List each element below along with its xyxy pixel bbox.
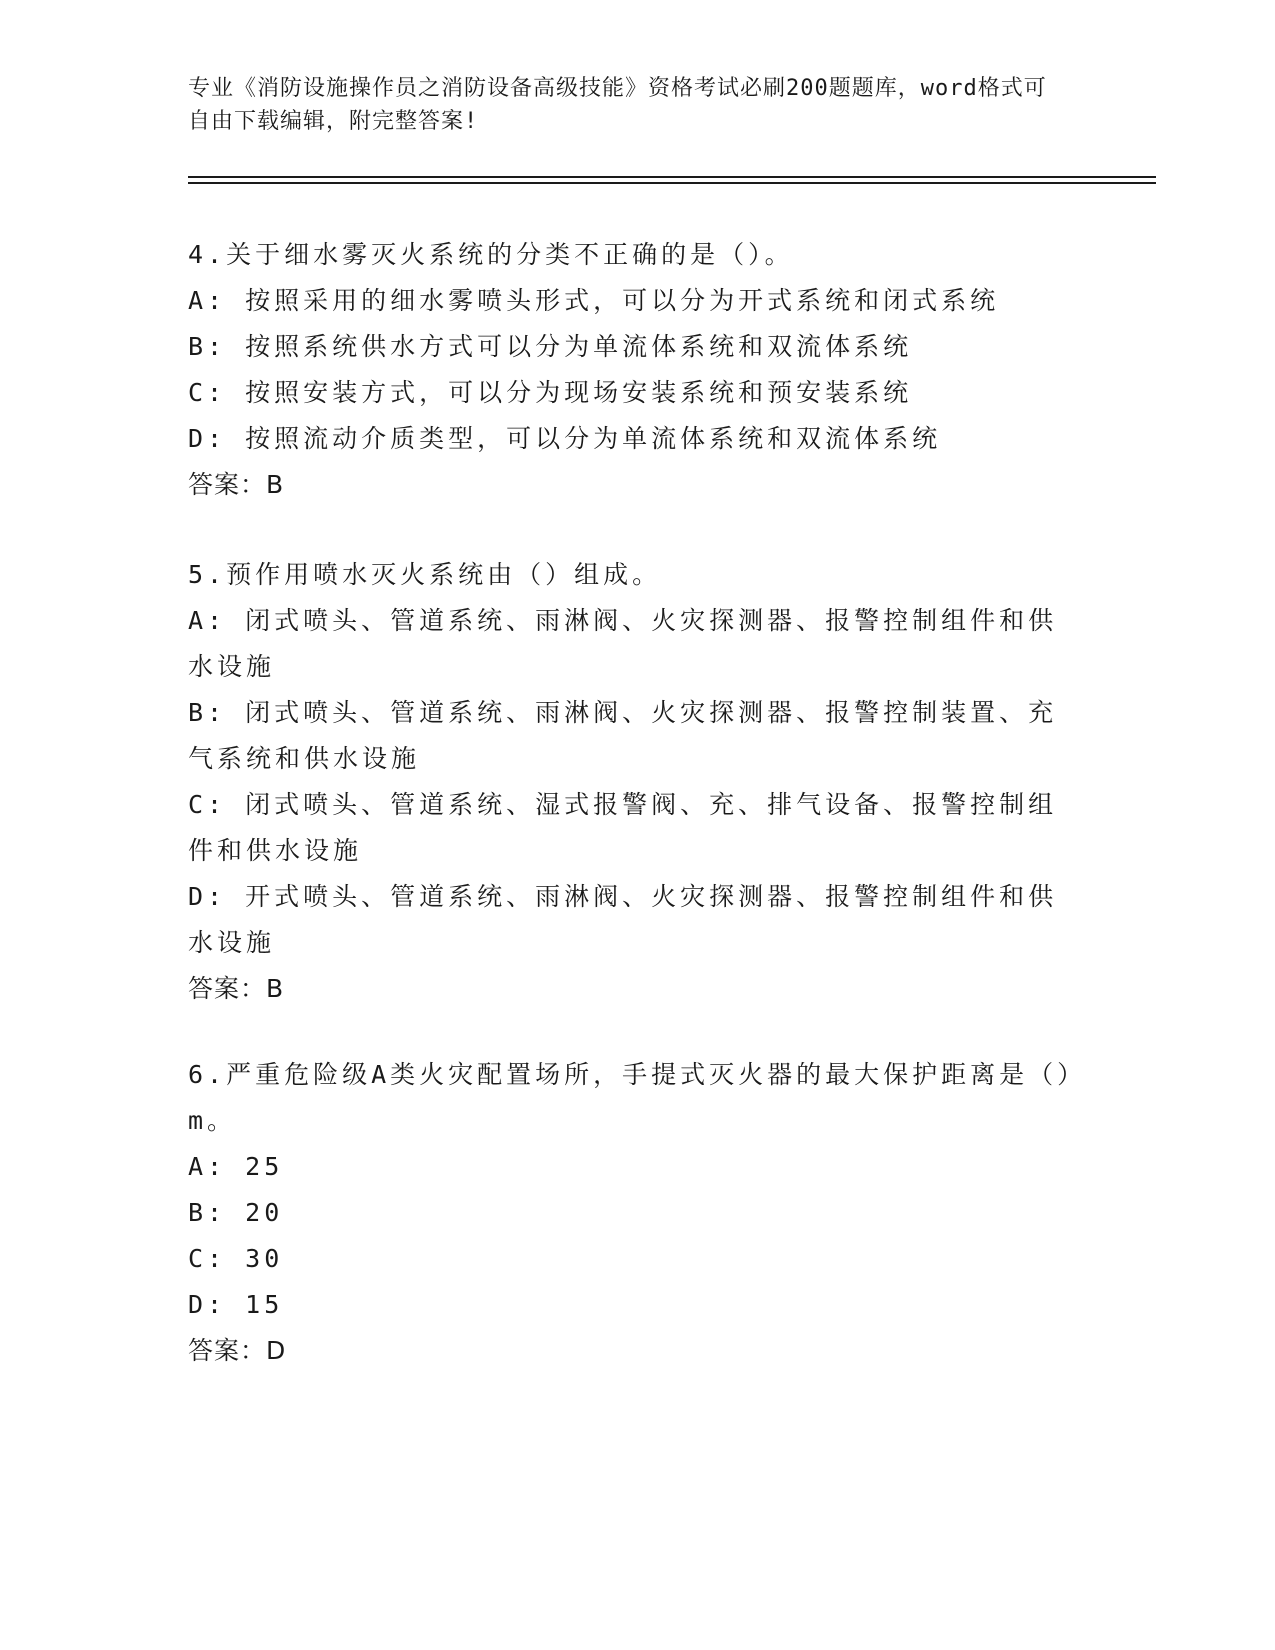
question-5 — [188, 552, 1078, 1012]
answer-line: 答案：B — [188, 974, 285, 1003]
header-divider-top — [188, 176, 1156, 178]
header-divider-bottom — [188, 182, 1156, 184]
question-stem: 6.严重危险级A类火灾配置场所，手提式灭火器的最大保护距离是（）m。 — [188, 1060, 1074, 1135]
question-6 — [188, 1052, 1078, 1374]
option-b: B: 按照系统供水方式可以分为单流体系统和双流体系统 — [188, 332, 913, 361]
option-a: A: 按照采用的细水雾喷头形式，可以分为开式系统和闭式系统 — [188, 286, 1000, 315]
option-c: C: 按照安装方式，可以分为现场安装系统和预安装系统 — [188, 378, 913, 407]
option-b: B: 闭式喷头、管道系统、雨淋阀、火灾探测器、报警控制装置、充气系统和供水设施 — [188, 698, 1058, 773]
option-a: A: 25 — [188, 1152, 284, 1181]
option-b: B: 20 — [188, 1198, 284, 1227]
option-a: A: 闭式喷头、管道系统、雨淋阀、火灾探测器、报警控制组件和供水设施 — [188, 606, 1058, 681]
question-4 — [188, 232, 1078, 508]
option-c: C: 30 — [188, 1244, 284, 1273]
option-d: D: 开式喷头、管道系统、雨淋阀、火灾探测器、报警控制组件和供水设施 — [188, 882, 1058, 957]
answer-line: 答案：B — [188, 470, 285, 499]
option-c: C: 闭式喷头、管道系统、湿式报警阀、充、排气设备、报警控制组件和供水设施 — [188, 790, 1058, 865]
option-d: D: 按照流动介质类型，可以分为单流体系统和双流体系统 — [188, 424, 942, 453]
question-stem: 4.关于细水雾灭火系统的分类不正确的是（）。 — [188, 240, 794, 269]
document-intro: 专业《消防设施操作员之消防设备高级技能》资格考试必刷200题题库，word格式可自由下载编辑，附完整答案! — [188, 76, 1047, 134]
question-stem: 5.预作用喷水灭火系统由（）组成。 — [188, 560, 662, 589]
answer-line: 答案：D — [188, 1336, 287, 1365]
option-d: D: 15 — [188, 1290, 284, 1319]
